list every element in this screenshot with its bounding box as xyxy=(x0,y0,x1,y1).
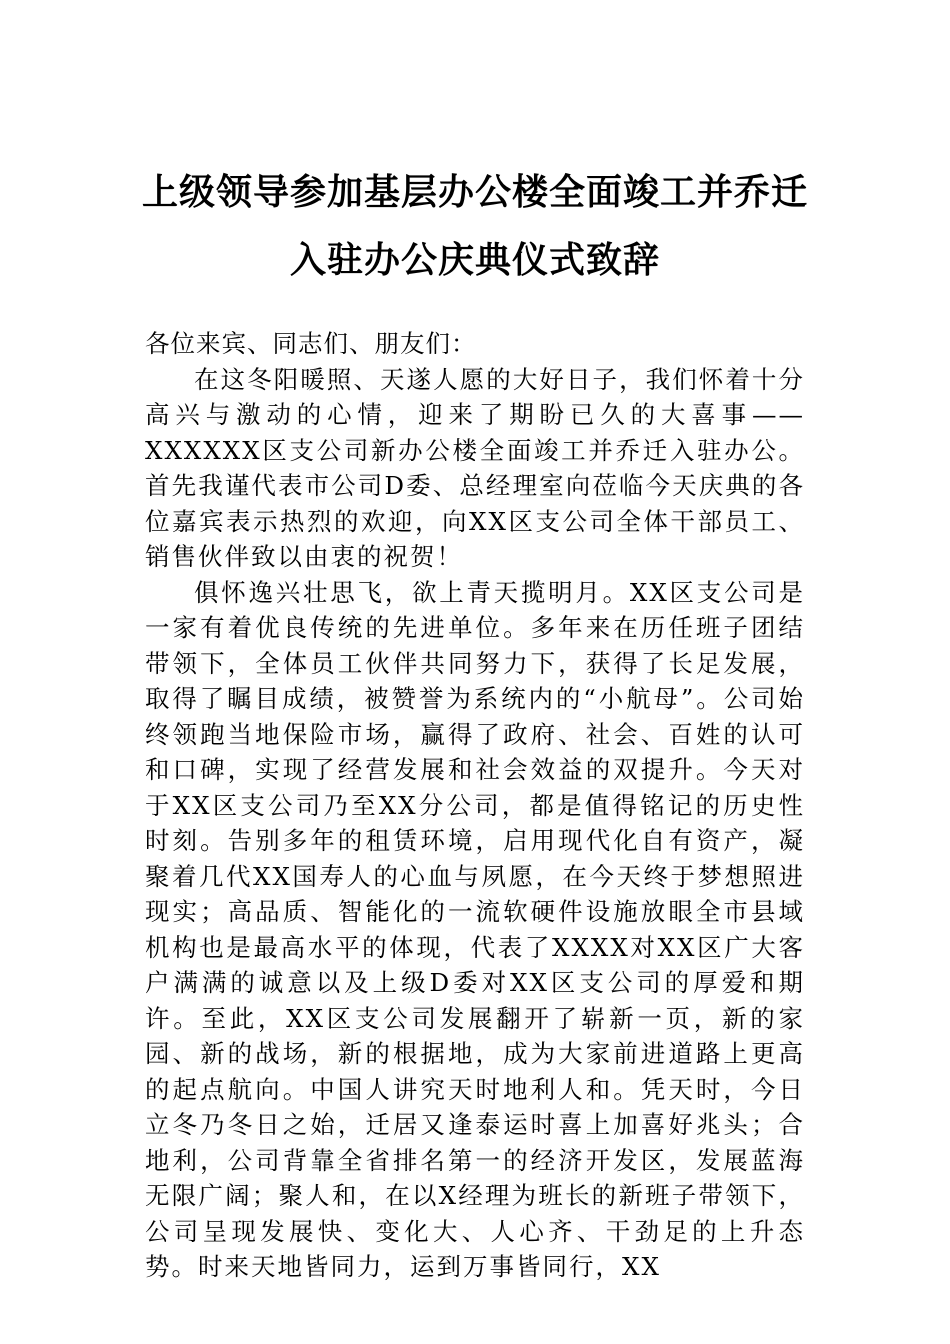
document-title-line-1: 上级领导参加基层办公楼全面竣工并乔迁 xyxy=(141,171,808,213)
document-body xyxy=(145,326,805,1285)
salutation: 各位来宾、同志们、朋友们： xyxy=(145,329,477,358)
paragraph-1: 在这冬阳暖照、天遂人愿的大好日子，我们怀着十分高兴与激动的心情，迎来了期盼已久的大喜事——XXXXXX区支公司新办公楼全面竣工并乔迁入驻办公。首先我谨代表市公司D委、总经理室向莅临今天庆典的各位嘉宾表示热烈的欢迎，向XX区支公司全体干部员工、销售伙伴致以由衷的祝贺！ xyxy=(145,364,805,571)
paragraph-2: 俱怀逸兴壮思飞，欲上青天揽明月。XX区支公司是一家有着优良传统的先进单位。多年来在历任班子团结带领下，全体员工伙伴共同努力下，获得了长足发展，取得了瞩目成绩，被赞誉为系统内的“小航母”。公司始终领跑当地保险市场，赢得了政府、社会、百姓的认可和口碑，实现了经营发展和社会效益的双提升。今天对于XX区支公司乃至XX分公司，都是值得铭记的历史性时刻。告别多年的租赁环境，启用现代化自有资产，凝聚着几代XX国寿人的心血与夙愿，在今天终于梦想照进现实；高品质、智能化的一流软硬件设施放眼全市县域机构也是最高水平的体现，代表了XXXX对XX区广大客户满满的诚意以及上级D委对XX区支公司的厚爱和期许。至此，XX区支公司发展翻开了崭新一页，新的家园、新的战场，新的根据地，成为大家前进道路上更高的起点航向。中国人讲究天时地利人和。凭天时，今日立冬乃冬日之始，迁居又逢泰运时喜上加喜好兆头；合地利，公司背靠全省排名第一的经济开发区，发展蓝海无限广阔；聚人和，在以X经理为班长的新班子带领下，公司呈现发展快、变化大、人心齐、干劲足的上升态势。时来天地皆同力，运到万事皆同行，XX xyxy=(145,577,805,1281)
document-title-line-2: 入驻办公庆典仪式致辞 xyxy=(289,239,660,281)
